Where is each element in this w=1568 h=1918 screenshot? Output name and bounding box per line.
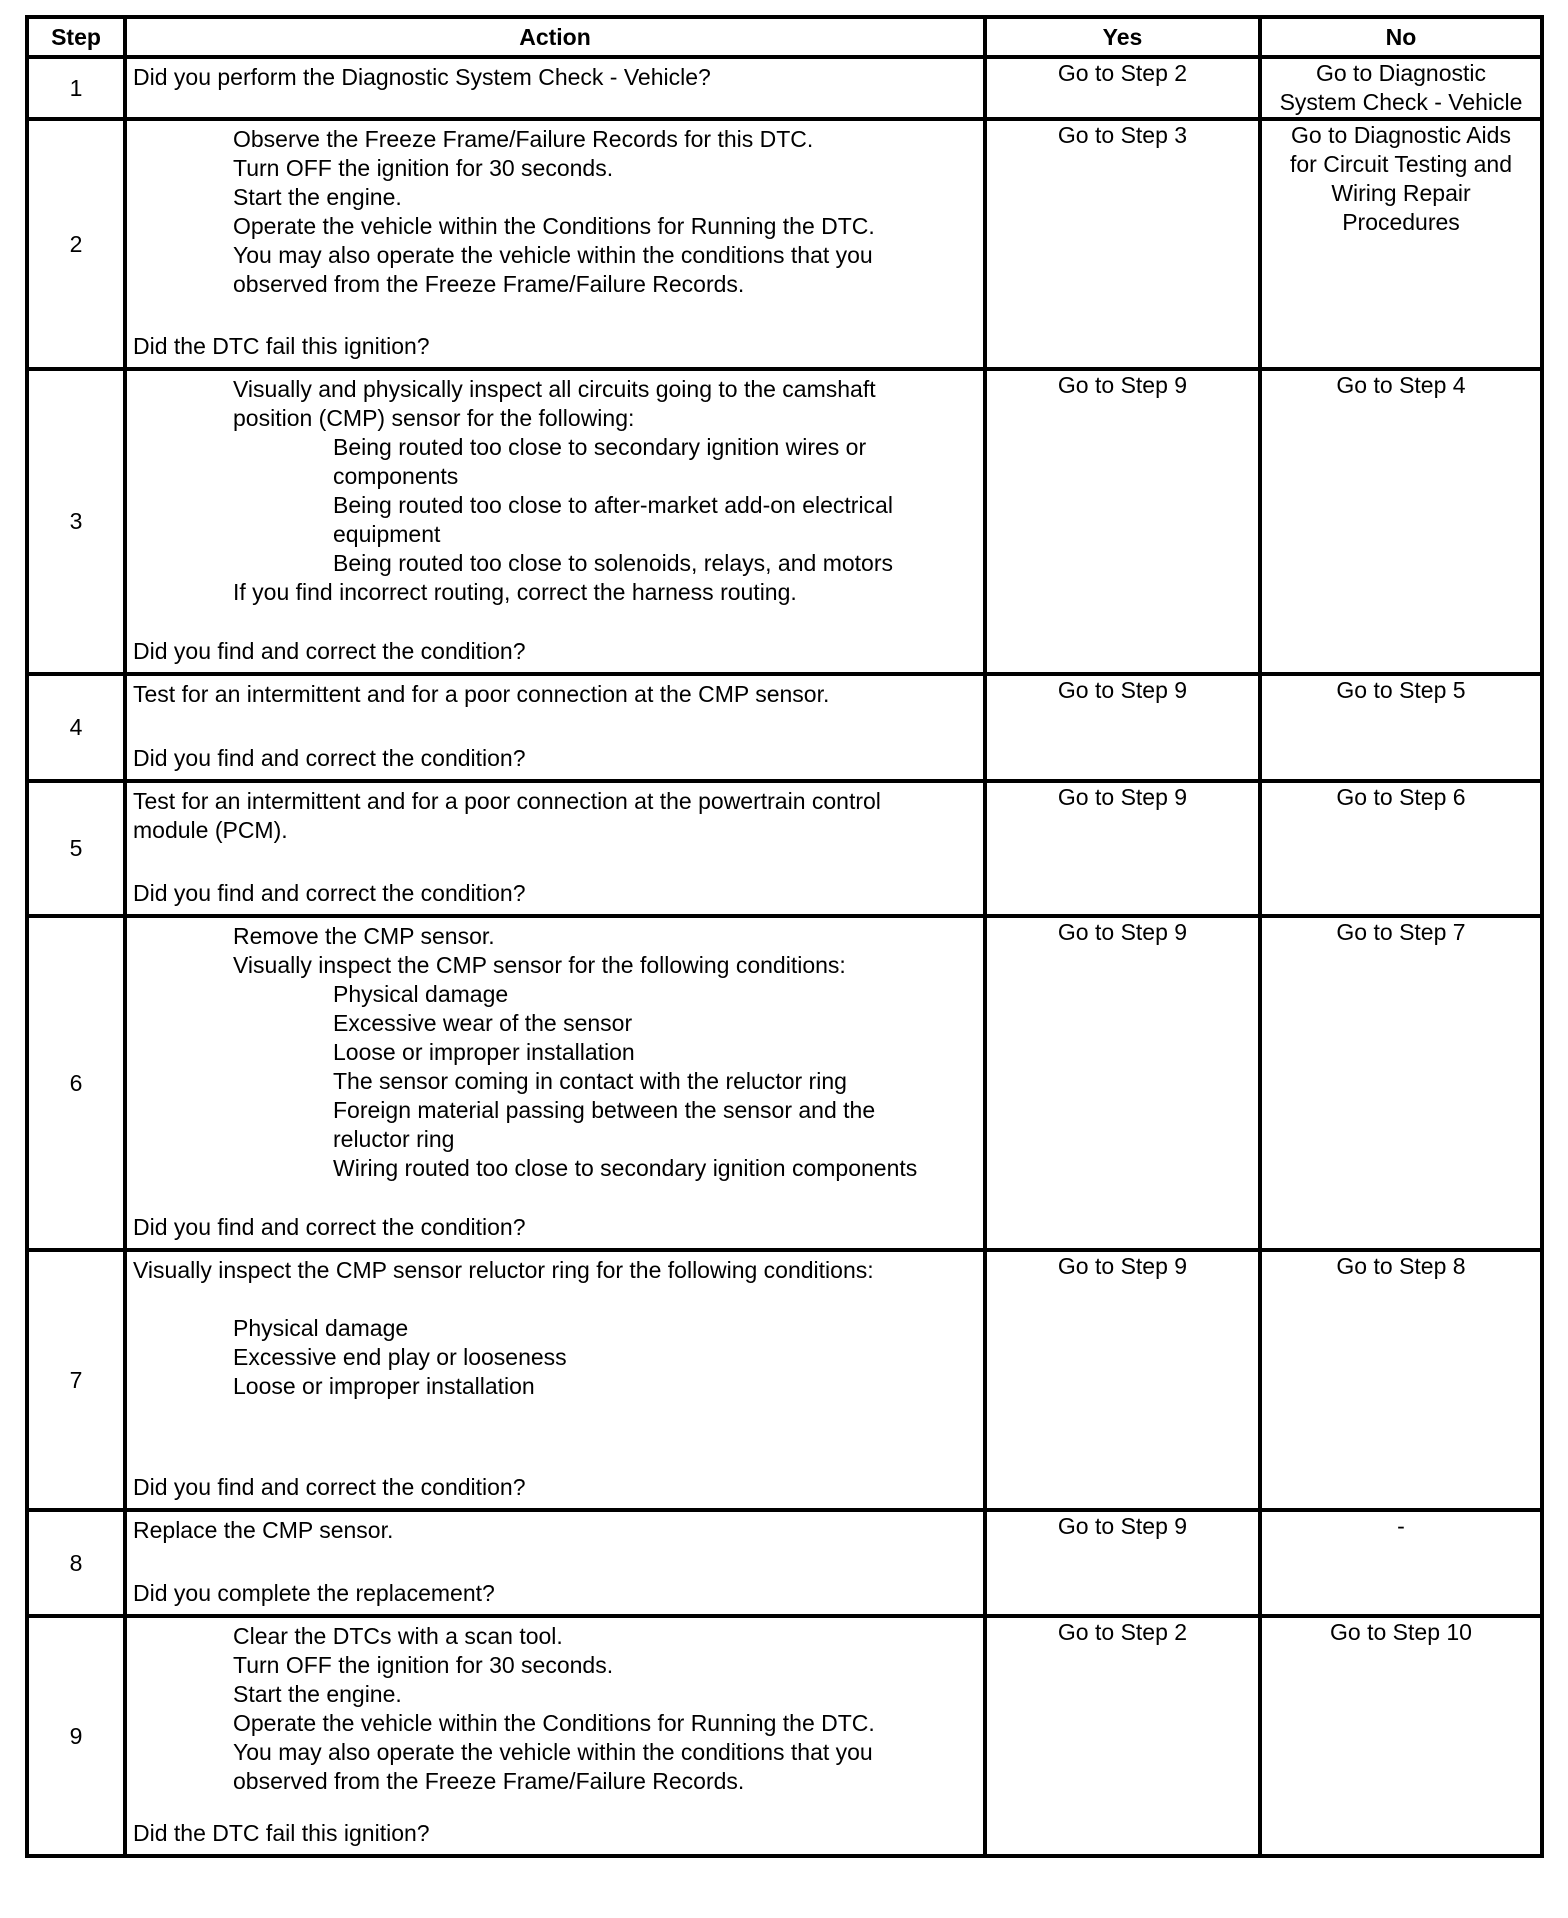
action-line: Physical damage <box>233 1315 409 1341</box>
no-text: Go to Step 8 <box>1336 1253 1466 1279</box>
step-number: 3 <box>27 369 125 674</box>
yes-cell <box>985 674 1260 781</box>
action-line: Clear the DTCs with a scan tool. <box>233 1623 563 1649</box>
header-row <box>27 17 1542 57</box>
action-line: Visually and physically inspect all circuits going to the camshaft <box>233 376 876 402</box>
action-line: observed from the Freeze Frame/Failure Records. <box>233 1768 745 1794</box>
no-text: Go to Step 7 <box>1336 919 1466 945</box>
action-line: Excessive wear of the sensor <box>333 1010 633 1036</box>
yes-cell <box>985 916 1260 1250</box>
no-text: Go to Step 5 <box>1336 677 1466 703</box>
action-line: Test for an intermittent and for a poor connection at the powertrain control <box>133 788 881 814</box>
header-step: Step <box>27 17 125 57</box>
step-number: 1 <box>27 57 125 119</box>
action-line: Remove the CMP sensor. <box>233 923 495 949</box>
action-question: Did you find and correct the condition? <box>133 1214 526 1240</box>
action-line: Start the engine. <box>233 1681 402 1707</box>
action-line: module (PCM). <box>133 817 288 843</box>
action-line: position (CMP) sensor for the following: <box>233 405 635 431</box>
step-number: 5 <box>27 781 125 916</box>
table-row <box>27 1616 1542 1856</box>
action-cell <box>125 1250 985 1510</box>
step-number: 8 <box>27 1510 125 1616</box>
step-number: 9 <box>27 1616 125 1856</box>
yes-cell <box>985 1616 1260 1856</box>
yes-text: Go to Step 9 <box>1057 1513 1188 1539</box>
action-question: Did you find and correct the condition? <box>133 1474 526 1500</box>
table-row <box>27 1250 1542 1510</box>
no-cell <box>1260 57 1542 119</box>
action-line: Operate the vehicle within the Conditions for Running the DTC. <box>233 1710 875 1736</box>
action-line: Operate the vehicle within the Conditions for Running the DTC. <box>233 213 875 239</box>
action-line: Test for an intermittent and for a poor connection at the CMP sensor. <box>133 681 830 707</box>
header-no: No <box>1260 17 1542 57</box>
no-text: - <box>1397 1513 1405 1539</box>
action-line: components <box>333 463 459 489</box>
action-line: You may also operate the vehicle within the conditions that you <box>233 1739 873 1765</box>
action-question: Did you complete the replacement? <box>133 1580 495 1606</box>
action-line: Being routed too close to secondary ignition wires or <box>333 434 867 460</box>
yes-text: Go to Step 9 <box>1057 784 1188 810</box>
yes-text: Go to Step 2 <box>1057 60 1188 86</box>
action-line: Observe the Freeze Frame/Failure Records for this DTC. <box>233 126 814 152</box>
action-question: Did you find and correct the condition? <box>133 638 526 664</box>
no-text: Go to Step 4 <box>1336 372 1466 398</box>
action-cell <box>125 57 985 119</box>
table-row <box>27 1510 1542 1616</box>
yes-cell <box>985 1510 1260 1616</box>
action-line: If you find incorrect routing, correct the harness routing. <box>233 579 797 605</box>
no-text: Go to Step 6 <box>1336 784 1466 810</box>
yes-cell <box>985 781 1260 916</box>
action-cell <box>125 781 985 916</box>
action-line: Being routed too close to after-market add-on electrical <box>333 492 893 518</box>
no-cell <box>1260 674 1542 781</box>
table-row <box>27 781 1542 916</box>
table-row <box>27 916 1542 1250</box>
yes-text: Go to Step 9 <box>1057 372 1188 398</box>
action-question: Did the DTC fail this ignition? <box>133 333 430 359</box>
no-cell <box>1260 781 1542 916</box>
yes-text: Go to Step 9 <box>1057 1253 1188 1279</box>
step-number: 2 <box>27 119 125 369</box>
action-line: Visually inspect the CMP sensor for the following conditions: <box>233 952 846 978</box>
action-cell <box>125 1510 985 1616</box>
no-cell <box>1260 119 1542 369</box>
yes-cell <box>985 1250 1260 1510</box>
yes-text: Go to Step 2 <box>1057 1619 1188 1645</box>
no-text: Go to Diagnostic Aids <box>1291 122 1511 148</box>
no-cell <box>1260 1250 1542 1510</box>
action-line: You may also operate the vehicle within the conditions that you <box>233 242 873 268</box>
action-cell <box>125 119 985 369</box>
action-line <box>133 1285 977 1314</box>
action-line: reluctor ring <box>333 1126 455 1152</box>
no-cell <box>1260 1510 1542 1616</box>
header-yes: Yes <box>985 17 1260 57</box>
no-cell <box>1260 916 1542 1250</box>
action-line: Physical damage <box>333 981 509 1007</box>
yes-cell <box>985 119 1260 369</box>
step-number: 4 <box>27 674 125 781</box>
action-line: observed from the Freeze Frame/Failure Records. <box>233 271 745 297</box>
yes-cell <box>985 369 1260 674</box>
action-line: Wiring routed too close to secondary ignition components <box>333 1155 918 1181</box>
action-line: Being routed too close to solenoids, relays, and motors <box>333 550 893 576</box>
no-text: System Check - Vehicle <box>1279 89 1523 115</box>
action-cell <box>125 916 985 1250</box>
step-number: 7 <box>27 1250 125 1510</box>
yes-text: Go to Step 9 <box>1057 677 1188 703</box>
action-cell <box>125 1616 985 1856</box>
action-cell <box>125 674 985 781</box>
yes-text: Go to Step 9 <box>1057 919 1188 945</box>
action-question: Did you find and correct the condition? <box>133 880 526 906</box>
action-line: equipment <box>333 521 441 547</box>
action-line: Loose or improper installation <box>333 1039 635 1065</box>
yes-cell <box>985 57 1260 119</box>
action-line: Start the engine. <box>233 184 402 210</box>
action-line: Excessive end play or looseness <box>233 1344 567 1370</box>
action-line: The sensor coming in contact with the reluctor ring <box>333 1068 847 1094</box>
step-number: 6 <box>27 916 125 1250</box>
table-row <box>27 119 1542 369</box>
yes-text: Go to Step 3 <box>1057 122 1188 148</box>
no-text: for Circuit Testing and <box>1289 151 1512 177</box>
action-cell <box>125 369 985 674</box>
action-line: Did you perform the Diagnostic System Check - Vehicle? <box>133 64 711 90</box>
header-action: Action <box>125 17 985 57</box>
no-text: Go to Step 10 <box>1330 1619 1472 1645</box>
action-line: Replace the CMP sensor. <box>133 1517 394 1543</box>
action-line: Visually inspect the CMP sensor reluctor ring for the following conditions: <box>133 1257 874 1283</box>
diagnostic-table <box>25 15 1544 1858</box>
action-line: Foreign material passing between the sensor and the <box>333 1097 876 1123</box>
no-text: Wiring Repair <box>1331 180 1471 206</box>
table-row <box>27 674 1542 781</box>
no-text: Procedures <box>1342 209 1460 235</box>
no-cell <box>1260 369 1542 674</box>
no-cell <box>1260 1616 1542 1856</box>
no-text: Go to Diagnostic <box>1315 60 1487 86</box>
action-line: Turn OFF the ignition for 30 seconds. <box>233 155 614 181</box>
table-row <box>27 57 1542 119</box>
action-question: Did the DTC fail this ignition? <box>133 1820 430 1846</box>
table-row <box>27 369 1542 674</box>
action-line: Loose or improper installation <box>233 1373 535 1399</box>
action-line: Turn OFF the ignition for 30 seconds. <box>233 1652 614 1678</box>
action-question: Did you find and correct the condition? <box>133 745 526 771</box>
